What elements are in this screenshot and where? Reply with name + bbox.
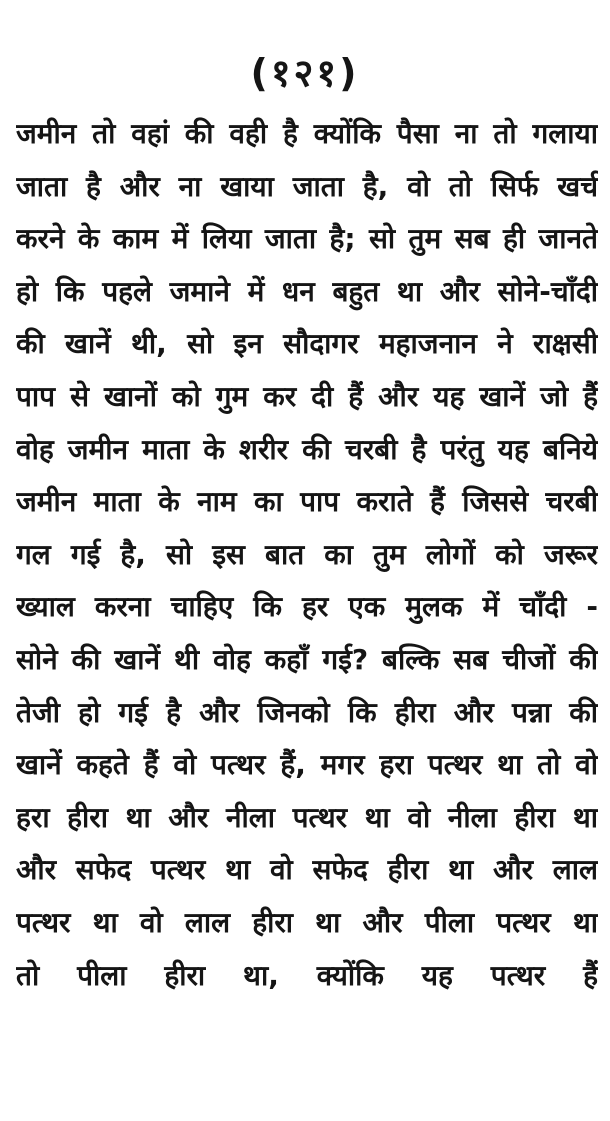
text-line: तो पीला हीरा था, क्योंकि यह पत्थर हैं [16, 958, 598, 992]
page-number: (१२१) [250, 51, 360, 95]
text-line: हरा हीरा था और नीला पत्थर था वो नीला हीरा था [16, 800, 598, 834]
text-line: पाप से खानों को गुम कर दी हैं और यह खानें जो हैं [16, 379, 598, 413]
text-line: सोने की खानें थी वोह कहाँ गई? बल्कि सब चीजों की [16, 642, 598, 676]
body-text [16, 108, 598, 1002]
text-line: वोह जमीन माता के शरीर की चरबी है परंतु यह बनिये [16, 432, 598, 466]
text-line: गल गई है, सो इस बात का तुम लोगों को जरूर [16, 537, 598, 571]
text-line: पत्थर था वो लाल हीरा था और पीला पत्थर था [16, 905, 598, 939]
text-line: की खानें थी, सो इन सौदागर महाजनान ने राक्षसी [16, 327, 598, 361]
text-line: खानें कहते हैं वो पत्थर हैं, मगर हरा पत्थर था तो वो [16, 748, 598, 782]
text-line: ख्याल करना चाहिए कि हर एक मुलक में चाँदी - [16, 590, 598, 624]
text-line: हो कि पहले जमाने में धन बहुत था और सोने-चाँदी [16, 274, 598, 308]
text-line: जमीन माता के नाम का पाप कराते हैं जिससे चरबी [16, 485, 598, 519]
text-line: करने के काम में लिया जाता है; सो तुम सब ही जानते [16, 222, 598, 256]
text-line: जमीन तो वहां की वही है क्योंकि पैसा ना तो गलाया [16, 117, 598, 150]
text-line: और सफेद पत्थर था वो सफेद हीरा था और लाल [16, 853, 598, 887]
text-line: जाता है और ना खाया जाता है, वो तो सिर्फ खर्च [16, 169, 598, 203]
text-line: तेजी हो गई है और जिनको कि हीरा और पन्ना की [16, 695, 598, 729]
